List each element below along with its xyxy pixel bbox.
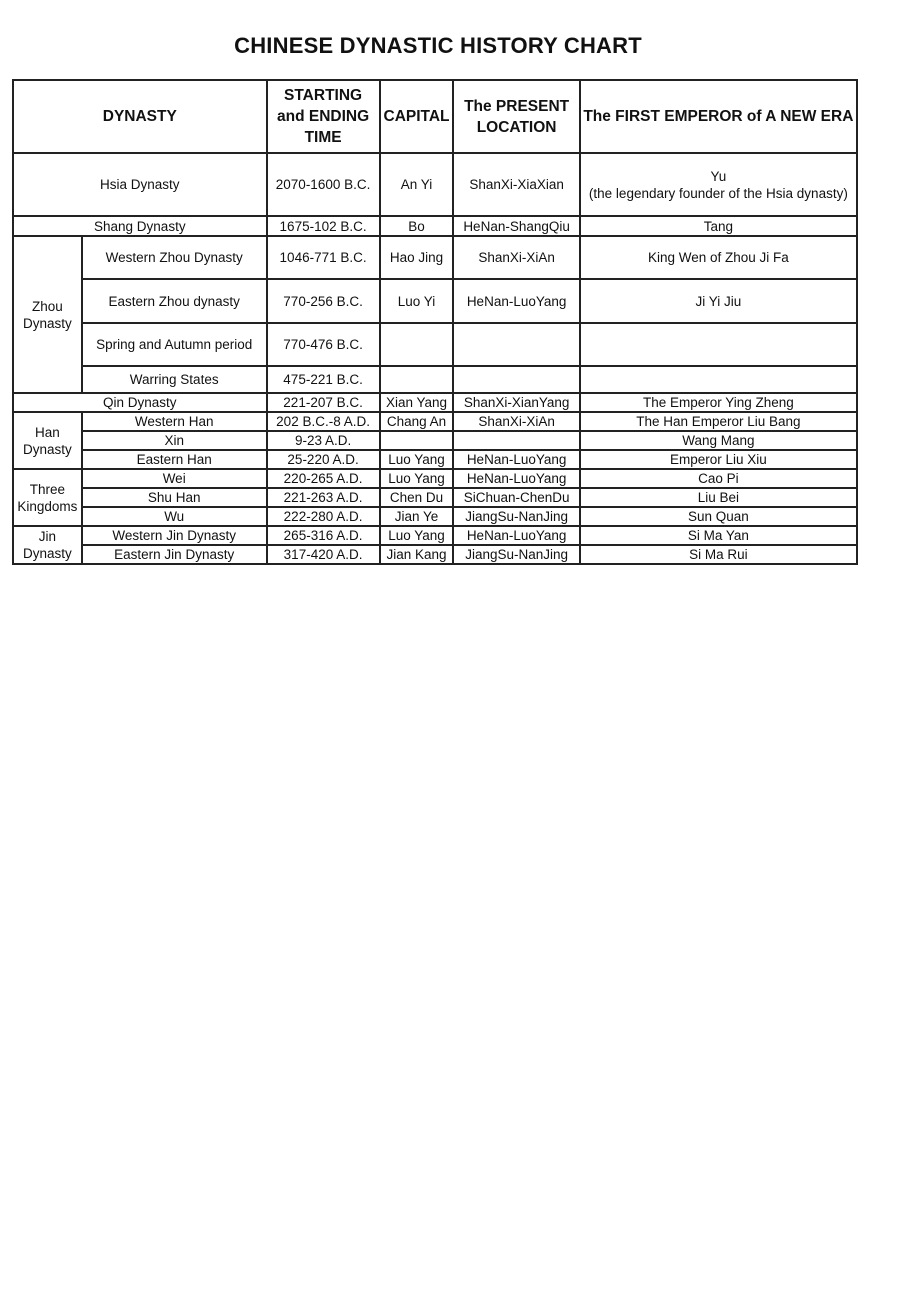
dynasty-name: Wei	[82, 469, 267, 488]
dynasty-name: Eastern Han	[82, 450, 267, 469]
dynasty-group: Han Dynasty	[13, 412, 82, 469]
capital-cell: Luo Yi	[380, 279, 454, 323]
time-cell: 2070-1600 B.C.	[267, 153, 380, 216]
time-cell: 9-23 A.D.	[267, 431, 380, 450]
location-cell: JiangSu-NanJing	[453, 545, 579, 564]
dynasty-name: Hsia Dynasty	[13, 153, 267, 216]
emperor-cell: The Emperor Ying Zheng	[580, 393, 857, 412]
table-header-row	[13, 80, 857, 153]
table-row	[13, 545, 857, 564]
dynasty-name: Xin	[82, 431, 267, 450]
capital-cell: An Yi	[380, 153, 454, 216]
table-row	[13, 279, 857, 323]
header-location: The PRESENT LOCATION	[453, 80, 579, 153]
table-row	[13, 153, 857, 216]
page-title: CHINESE DYNASTIC HISTORY CHART	[234, 33, 642, 58]
capital-cell: Luo Yang	[380, 450, 454, 469]
location-cell: ShanXi-XiAn	[453, 412, 579, 431]
emperor-cell: Emperor Liu Xiu	[580, 450, 857, 469]
time-cell: 1675-102 B.C.	[267, 216, 380, 236]
table-row	[13, 236, 857, 279]
emperor-note: (the legendary founder of the Hsia dynasty)	[588, 185, 848, 201]
time-cell: 1046-771 B.C.	[267, 236, 380, 279]
table-row	[13, 507, 857, 526]
dynasty-name: Warring States	[82, 366, 267, 393]
emperor-cell: Si Ma Yan	[580, 526, 857, 545]
emperor-cell: Ji Yi Jiu	[580, 279, 857, 323]
capital-cell: Jian Ye	[380, 507, 454, 526]
emperor-cell: The Han Emperor Liu Bang	[580, 412, 857, 431]
header-dynasty: DYNASTY	[13, 80, 267, 153]
table-row	[13, 323, 857, 366]
dynasty-name: Western Jin Dynasty	[82, 526, 267, 545]
table-row	[13, 450, 857, 469]
emperor-name: Yu	[710, 168, 727, 184]
emperor-cell: Wang Mang	[580, 431, 857, 450]
time-cell: 770-476 B.C.	[267, 323, 380, 366]
emperor-cell: Tang	[580, 216, 857, 236]
location-cell: HeNan-ShangQiu	[453, 216, 579, 236]
table-row	[13, 216, 857, 236]
time-cell: 202 B.C.-8 A.D.	[267, 412, 380, 431]
dynasty-group: Jin Dynasty	[13, 526, 82, 564]
dynasty-name: Qin Dynasty	[13, 393, 267, 412]
emperor-cell: King Wen of Zhou Ji Fa	[580, 236, 857, 279]
emperor-cell: Si Ma Rui	[580, 545, 857, 564]
emperor-cell: Liu Bei	[580, 488, 857, 507]
time-cell: 25-220 A.D.	[267, 450, 380, 469]
time-cell: 221-263 A.D.	[267, 488, 380, 507]
dynasty-name: Shu Han	[82, 488, 267, 507]
capital-cell: Xian Yang	[380, 393, 454, 412]
capital-cell: Luo Yang	[380, 526, 454, 545]
dynasty-group: Zhou Dynasty	[13, 236, 82, 393]
capital-cell: Chang An	[380, 412, 454, 431]
dynasty-name: Western Zhou Dynasty	[82, 236, 267, 279]
emperor-cell: Cao Pi	[580, 469, 857, 488]
emperor-cell	[580, 323, 857, 366]
location-cell: JiangSu-NanJing	[453, 507, 579, 526]
time-cell: 770-256 B.C.	[267, 279, 380, 323]
dynasty-table	[12, 79, 858, 565]
table-row	[13, 488, 857, 507]
location-cell	[453, 431, 579, 450]
table-row	[13, 469, 857, 488]
capital-cell: Hao Jing	[380, 236, 454, 279]
time-cell: 265-316 A.D.	[267, 526, 380, 545]
dynasty-name: Wu	[82, 507, 267, 526]
header-emperor: The FIRST EMPEROR of A NEW ERA	[580, 80, 857, 153]
table-row	[13, 526, 857, 545]
emperor-cell	[580, 153, 857, 216]
dynasty-name: Shang Dynasty	[13, 216, 267, 236]
capital-cell: Luo Yang	[380, 469, 454, 488]
capital-cell: Chen Du	[380, 488, 454, 507]
location-cell	[453, 323, 579, 366]
time-cell: 222-280 A.D.	[267, 507, 380, 526]
dynasty-group: Three Kingdoms	[13, 469, 82, 526]
time-cell: 317-420 A.D.	[267, 545, 380, 564]
location-cell: ShanXi-XianYang	[453, 393, 579, 412]
dynasty-name: Western Han	[82, 412, 267, 431]
table-row	[13, 431, 857, 450]
location-cell	[453, 366, 579, 393]
location-cell: HeNan-LuoYang	[453, 450, 579, 469]
time-cell: 220-265 A.D.	[267, 469, 380, 488]
table-row	[13, 412, 857, 431]
time-cell: 475-221 B.C.	[267, 366, 380, 393]
location-cell: HeNan-LuoYang	[453, 279, 579, 323]
dynasty-name: Eastern Zhou dynasty	[82, 279, 267, 323]
emperor-cell	[580, 366, 857, 393]
location-cell: ShanXi-XiAn	[453, 236, 579, 279]
dynasty-name: Eastern Jin Dynasty	[82, 545, 267, 564]
capital-cell	[380, 366, 454, 393]
header-capital: CAPITAL	[380, 80, 454, 153]
location-cell: HeNan-LuoYang	[453, 526, 579, 545]
time-cell: 221-207 B.C.	[267, 393, 380, 412]
header-time: STARTING and ENDING TIME	[267, 80, 380, 153]
location-cell: HeNan-LuoYang	[453, 469, 579, 488]
emperor-cell: Sun Quan	[580, 507, 857, 526]
location-cell: SiChuan-ChenDu	[453, 488, 579, 507]
location-cell: ShanXi-XiaXian	[453, 153, 579, 216]
capital-cell	[380, 431, 454, 450]
table-row	[13, 366, 857, 393]
capital-cell: Bo	[380, 216, 454, 236]
capital-cell	[380, 323, 454, 366]
table-row	[13, 393, 857, 412]
capital-cell: Jian Kang	[380, 545, 454, 564]
dynasty-name: Spring and Autumn period	[82, 323, 267, 366]
